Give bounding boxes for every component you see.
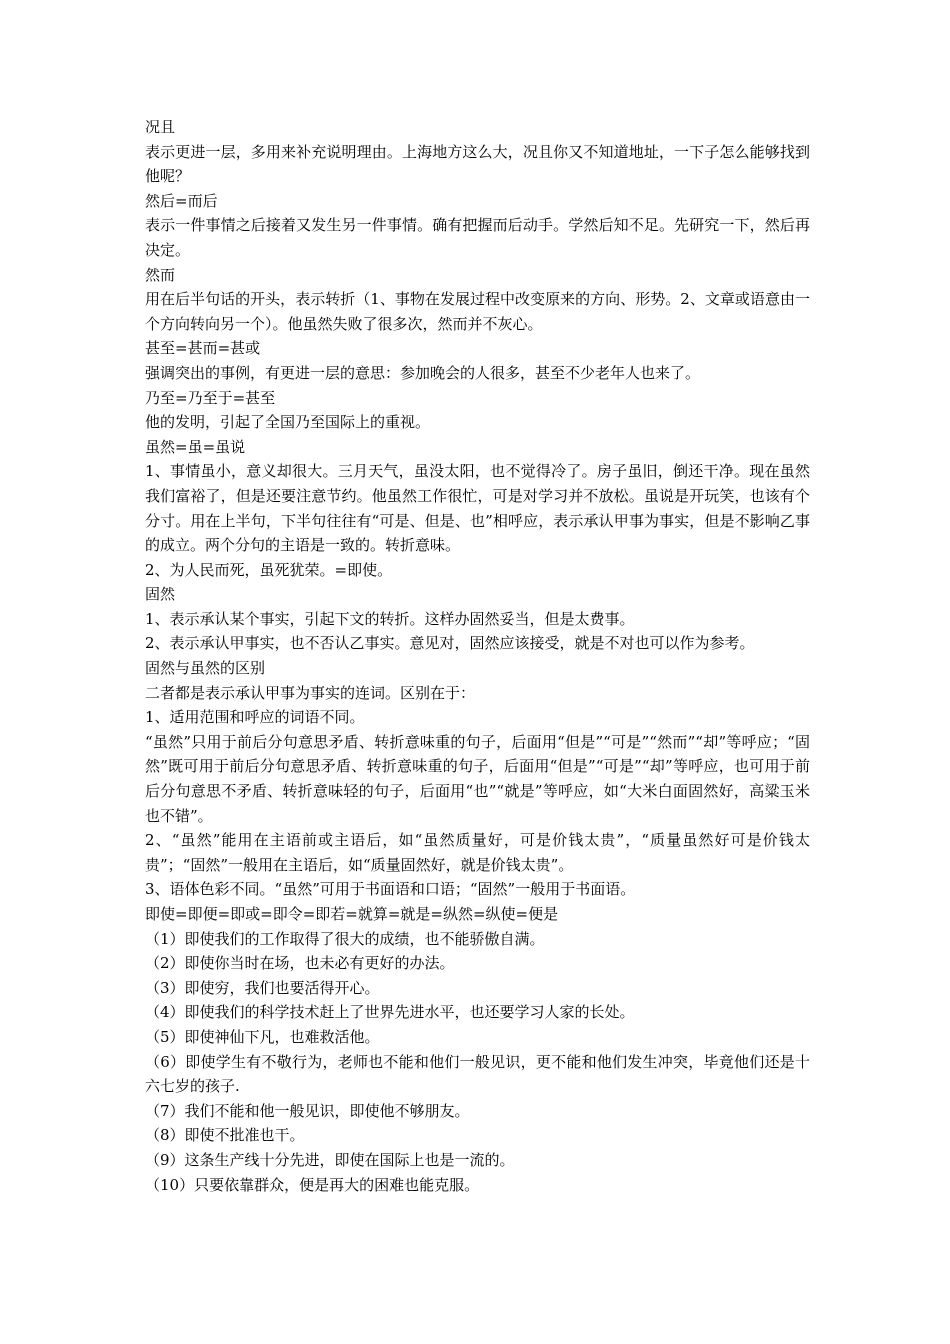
paragraph-kuangqie-explanation: 表示更进一层，多用来补充说明理由。上海地方这么大，况且你又不知道地址，一下子怎么能够找到他呢？ [145, 142, 810, 186]
paragraph-guran-usage-1: 1、表示承认某个事实，引起下文的转折。这样办固然妥当，但是太费事。 [145, 609, 635, 628]
heading-guran-vs-suiran: 固然与虽然的区别 [145, 659, 266, 678]
paragraph-guran-usage-2: 2、表示承认甲事实，也不否认乙事实。意见对，固然应该接受，就是不对也可以作为参考。 [145, 634, 755, 653]
example-item-9: （9）这条生产线十分先进，即使在国际上也是一流的。 [145, 1150, 515, 1169]
paragraph-raner-explanation: 用在后半句话的开头，表示转折（1、事物在发展过程中改变原来的方向、形势。2、文章或语意由一个方向转向另一个）。他虽然失败了很多次，然而并不灰心。 [145, 290, 810, 333]
example-item-8: （8）即使不批准也干。 [145, 1126, 305, 1145]
paragraph-difference-2: 2、“虽然”能用在主语前或主语后，如“虽然质量好，可是价钱太贵”，“质量虽然好可是价钱太贵”；“固然”一般用在主语后，如“质量固然好，就是价钱太贵”。 [145, 831, 810, 874]
heading-ranhou: 然后=而后 [145, 191, 218, 210]
example-item-2: （2）即使你当时在场，也未必有更好的办法。 [145, 954, 455, 973]
paragraph-suiran-usage-2: 2、为人民而死，虽死犹荣。=即使。 [145, 560, 393, 579]
example-item-4: （4）即使我们的科学技术赶上了世界先进水平，也还要学习人家的长处。 [145, 1003, 635, 1022]
example-item-7: （7）我们不能和他一般见识，即使他不够朋友。 [145, 1101, 470, 1120]
paragraph-difference-1-detail: “虽然”只用于前后分句意思矛盾、转折意味重的句子，后面用“但是”“可是”“然而”“却”等呼应；“固然”既可用于前后分句意思矛盾、转折意味重的句子，后面用“但是”“可是”“却”等呼应，也可用于前后分句意思不矛盾、转折意味轻的句子，后面用“也”“就是”等呼应，如“大米白面固然好，高粱玉米也不错”。 [145, 732, 810, 825]
example-item-5: （5）即使神仙下凡，也难救活他。 [145, 1027, 380, 1046]
heading-jishi: 即使=即便=即或=即令=即若=就算=就是=纵然=纵使=便是 [145, 905, 559, 923]
paragraph-difference-3: 3、语体色彩不同。“虽然”可用于书面语和口语；“固然”一般用于书面语。 [145, 880, 636, 899]
example-item-1: （1）即使我们的工作取得了很大的成绩，也不能骄傲自满。 [145, 929, 545, 948]
paragraph-difference-1-title: 1、适用范围和呼应的词语不同。 [145, 708, 365, 727]
heading-shenzhi: 甚至=甚而=甚或 [145, 339, 261, 358]
paragraph-ranhou-explanation: 表示一件事情之后接着又发生另一件事情。确有把握而后动手。学然后知不足。先研究一下，然后再决定。 [145, 216, 810, 259]
paragraph-shenzhi-explanation: 强调突出的事例，有更进一层的意思：参加晚会的人很多，甚至不少老年人也来了。 [145, 363, 701, 382]
example-item-10: （10）只要依靠群众，便是再大的困难也能克服。 [145, 1175, 480, 1194]
paragraph-difference-intro: 二者都是表示承认甲事为事实的连词。区别在于： [145, 683, 476, 702]
document-page [145, 115, 810, 1197]
heading-kuangqie: 况且 [145, 118, 176, 136]
heading-naizhi: 乃至=乃至于=甚至 [145, 388, 276, 407]
paragraph-suiran-usage-1: 1、事情虽小，意义却很大。三月天气，虽没太阳，也不觉得冷了。房子虽旧，倒还干净。现在虽然我们富裕了，但是还要注意节约。他虽然工作很忙，可是对学习并不放松。虽说是开玩笑，也该有个分寸。用在上半句，下半句往往有“可是、但是、也”相呼应，表示承认甲事为事实，但是不影响乙事的成立。两个分句的主语是一致的。转折意味。 [145, 462, 810, 555]
paragraph-naizhi-example: 他的发明，引起了全国乃至国际上的重视。 [145, 413, 431, 432]
heading-guran: 固然 [145, 585, 176, 604]
heading-suiran: 虽然=虽=虽说 [145, 437, 246, 456]
example-item-3: （3）即使穷，我们也要活得开心。 [145, 978, 380, 997]
example-item-6: （6）即使学生有不敬行为，老师也不能和他们一般见识，更不能和他们发生冲突，毕竟他们还是十六七岁的孩子. [145, 1052, 810, 1096]
heading-raner: 然而 [145, 265, 176, 284]
